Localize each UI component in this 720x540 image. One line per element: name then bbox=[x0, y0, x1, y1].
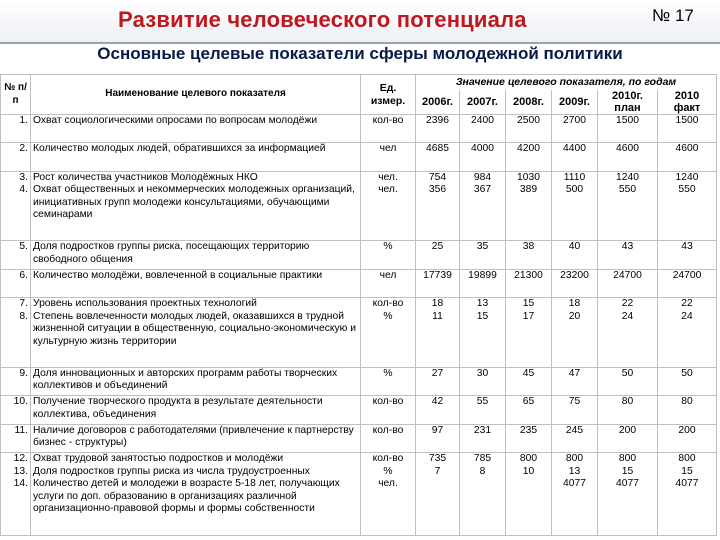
unit-cell: кол-во bbox=[372, 298, 404, 310]
table-row bbox=[1, 171, 717, 241]
row-number: 11. bbox=[1, 424, 31, 452]
value-cell: 43 bbox=[658, 241, 717, 269]
slide-number: № 17 bbox=[652, 6, 694, 25]
value-cell: 1500 bbox=[598, 115, 658, 143]
value-cell: 47 bbox=[552, 367, 598, 395]
unit-cell: чел bbox=[361, 143, 416, 171]
value-cell: 13 bbox=[476, 298, 489, 310]
year-header: 2010 факт bbox=[658, 90, 717, 115]
row-number: 1. bbox=[1, 115, 31, 143]
row-number: 3. bbox=[19, 171, 28, 183]
value-cell: 2500 bbox=[506, 115, 552, 143]
value-cell: 11 bbox=[432, 310, 443, 322]
unit-cell: чел. bbox=[378, 171, 398, 183]
value-cell: 24 bbox=[681, 310, 693, 322]
value-cell: 24700 bbox=[658, 269, 717, 297]
value-cell: 245 bbox=[552, 424, 598, 452]
value-cell: 40 bbox=[552, 241, 598, 269]
value-cell: 2400 bbox=[460, 115, 506, 143]
unit-cell: кол-во bbox=[361, 396, 416, 424]
value-cell: 785 bbox=[473, 453, 492, 464]
value-cell: 42 bbox=[416, 396, 460, 424]
row-number: 14. bbox=[13, 478, 28, 489]
value-cell: 1110 bbox=[563, 171, 586, 183]
value-cell: 4400 bbox=[552, 143, 598, 171]
col-unit-header: Ед. измер. bbox=[361, 75, 416, 115]
indicator-name: Охват социологическими опросами по вопросам молодёжи bbox=[31, 115, 361, 143]
value-cell: 984 bbox=[473, 171, 492, 183]
unit-cell: % bbox=[361, 241, 416, 269]
value-cell: 1240 bbox=[675, 171, 699, 183]
value-cell: 4600 bbox=[598, 143, 658, 171]
value-cell: 10 bbox=[522, 465, 535, 477]
value-cell: 15 bbox=[681, 465, 693, 477]
table-row bbox=[1, 143, 717, 171]
value-cell: 17 bbox=[522, 310, 535, 322]
value-cell: 200 bbox=[658, 424, 717, 452]
value-cell: 43 bbox=[598, 241, 658, 269]
value-cell: 20 bbox=[568, 310, 581, 322]
value-cell: 754 bbox=[428, 171, 447, 183]
col-values-header: Значение целевого показателя, по годам bbox=[416, 75, 717, 91]
value-cell: 367 bbox=[473, 184, 492, 196]
indicator-name: Доля подростков группы риска из числа трудоустроенных bbox=[33, 465, 310, 477]
value-cell: 235 bbox=[506, 424, 552, 452]
value-cell: 550 bbox=[678, 184, 696, 196]
value-cell: 4077 bbox=[675, 478, 699, 489]
page-subtitle: Основные целевые показатели сферы молодежной политики bbox=[97, 44, 623, 63]
value-cell: 200 bbox=[598, 424, 658, 452]
value-cell: 45 bbox=[506, 367, 552, 395]
value-cell: 4000 bbox=[460, 143, 506, 171]
value-cell: 50 bbox=[598, 367, 658, 395]
value-cell: 80 bbox=[658, 396, 717, 424]
year-header: 2010г. план bbox=[598, 90, 658, 115]
row-number: 13. bbox=[13, 465, 28, 477]
value-cell: 8 bbox=[479, 465, 486, 477]
unit-cell: % bbox=[383, 465, 393, 477]
table-row bbox=[1, 424, 717, 452]
table-row bbox=[1, 298, 717, 368]
table-row bbox=[1, 396, 717, 424]
value-cell: 735 bbox=[428, 453, 447, 464]
value-cell: 18 bbox=[431, 298, 444, 310]
value-cell: 18 bbox=[568, 298, 581, 310]
row-number: 7. bbox=[19, 298, 28, 310]
indicator-name: Уровень использования проектных технологий bbox=[33, 298, 257, 310]
value-cell: 55 bbox=[460, 396, 506, 424]
indicator-name: Рост количества участников Молодёжных НКО bbox=[33, 171, 258, 183]
unit-cell: чел bbox=[361, 269, 416, 297]
value-cell: 19899 bbox=[460, 269, 506, 297]
unit-cell: кол-во bbox=[372, 453, 404, 464]
row-number: 8. bbox=[19, 310, 28, 322]
value-cell: 23200 bbox=[552, 269, 598, 297]
value-cell: 500 bbox=[565, 184, 584, 196]
row-number: 2. bbox=[1, 143, 31, 171]
unit-cell: чел. bbox=[378, 184, 398, 196]
table-row bbox=[1, 367, 717, 395]
indicator-name: Степень вовлеченности молодых людей, оказавшихся в трудной жизненной ситуации в общественную, социально-экономическую и культурную жизнь территории bbox=[33, 310, 356, 347]
value-cell: 356 bbox=[428, 184, 447, 196]
value-cell: 24 bbox=[621, 310, 634, 322]
value-cell: 800 bbox=[678, 453, 696, 464]
year-header: 2008г. bbox=[506, 90, 552, 115]
value-cell: 25 bbox=[416, 241, 460, 269]
value-cell: 13 bbox=[568, 465, 581, 477]
table-row bbox=[1, 453, 717, 536]
value-cell: 2396 bbox=[416, 115, 460, 143]
value-cell: 4200 bbox=[506, 143, 552, 171]
indicator-name: Количество детей и молодежи в возрасте 5-18 лет, получающих услуги по доп. образованию в организациях различной организационно-правовой формы и формы собственности bbox=[33, 478, 340, 514]
indicator-name: Охват общественных и некоммерческих молодежных организаций, инициативных групп молодежи консультациями, обучающими семинарами bbox=[33, 184, 355, 221]
value-cell: 35 bbox=[460, 241, 506, 269]
row-number: 4. bbox=[19, 184, 28, 196]
value-cell: 231 bbox=[460, 424, 506, 452]
indicator-name: Количество молодых людей, обратившихся за информацией bbox=[31, 143, 361, 171]
col-name-header: Наименование целевого показателя bbox=[31, 75, 361, 115]
row-number: 12. bbox=[13, 453, 28, 464]
value-cell: 17739 bbox=[416, 269, 460, 297]
indicator-name: Наличие договоров с работодателями (привлечение к партнерству бизнес - структуры) bbox=[31, 424, 361, 452]
indicator-name: Доля подростков группы риска, посещающих территорию свободного общения bbox=[31, 241, 361, 269]
value-cell: 30 bbox=[460, 367, 506, 395]
value-cell: 800 bbox=[519, 453, 538, 464]
value-cell: 97 bbox=[416, 424, 460, 452]
value-cell: 2700 bbox=[552, 115, 598, 143]
indicator-name: Получение творческого продукта в результате деятельности коллектива, объединения bbox=[31, 396, 361, 424]
indicator-name: Доля инновационных и авторских программ работы творческих коллективов и объединений bbox=[31, 367, 361, 395]
value-cell: 65 bbox=[506, 396, 552, 424]
value-cell: 24700 bbox=[598, 269, 658, 297]
indicators-table bbox=[0, 74, 717, 536]
unit-cell: % bbox=[361, 367, 416, 395]
table-row bbox=[1, 115, 717, 143]
value-cell: 4600 bbox=[658, 143, 717, 171]
value-cell: 38 bbox=[506, 241, 552, 269]
unit-cell: % bbox=[383, 310, 393, 322]
value-cell: 389 bbox=[519, 184, 538, 196]
value-cell: 4077 bbox=[563, 478, 586, 489]
page-title: Развитие человеческого потенциала bbox=[118, 7, 527, 32]
row-number: 6. bbox=[1, 269, 31, 297]
year-header: 2009г. bbox=[552, 90, 598, 115]
value-cell: 1500 bbox=[658, 115, 717, 143]
indicator-name: Количество молодёжи, вовлеченной в социальные практики bbox=[31, 269, 361, 297]
unit-cell: кол-во bbox=[361, 115, 416, 143]
value-cell: 15 bbox=[522, 298, 535, 310]
value-cell: 4077 bbox=[616, 478, 639, 489]
value-cell: 550 bbox=[618, 184, 637, 196]
year-header: 2007г. bbox=[460, 90, 506, 115]
value-cell: 22 bbox=[681, 298, 693, 310]
table-row bbox=[1, 241, 717, 269]
table-row bbox=[1, 269, 717, 297]
value-cell: 22 bbox=[621, 298, 634, 310]
unit-cell: кол-во bbox=[361, 424, 416, 452]
col-num-header: № п/п bbox=[1, 75, 31, 115]
row-number: 10. bbox=[1, 396, 31, 424]
title-banner bbox=[0, 0, 720, 44]
value-cell: 7 bbox=[434, 465, 441, 477]
value-cell: 1240 bbox=[616, 171, 639, 183]
value-cell: 15 bbox=[621, 465, 634, 477]
value-cell: 27 bbox=[416, 367, 460, 395]
value-cell: 4685 bbox=[416, 143, 460, 171]
row-number: 9. bbox=[1, 367, 31, 395]
value-cell: 80 bbox=[598, 396, 658, 424]
value-cell: 21300 bbox=[506, 269, 552, 297]
row-number: 5. bbox=[1, 241, 31, 269]
year-header: 2006г. bbox=[416, 90, 460, 115]
indicator-name: Охват трудовой занятостью подростков и молодёжи bbox=[33, 453, 284, 464]
value-cell: 15 bbox=[476, 310, 489, 322]
value-cell: 1030 bbox=[517, 171, 540, 183]
value-cell: 75 bbox=[552, 396, 598, 424]
unit-cell: чел. bbox=[378, 478, 398, 489]
value-cell: 50 bbox=[658, 367, 717, 395]
value-cell: 800 bbox=[565, 453, 584, 464]
value-cell: 800 bbox=[618, 453, 637, 464]
